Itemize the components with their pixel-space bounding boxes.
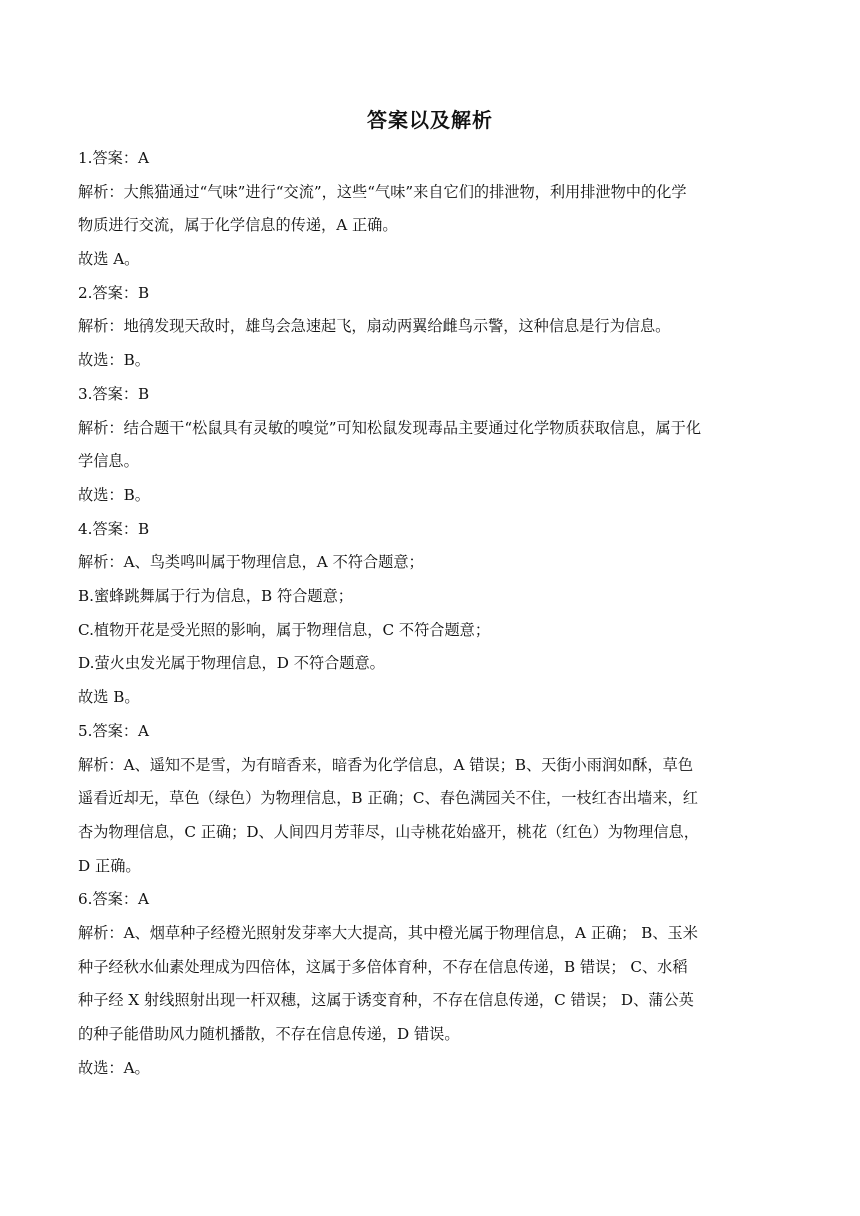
answer-4-analysis-line-3: C.植物开花是受光照的影响，属于物理信息，C 不符合题意；: [78, 621, 491, 639]
answer-6-analysis-line-4: 的种子能借助风力随机播散，不存在信息传递，D 错误。: [78, 1025, 460, 1043]
answer-5-analysis-line-1: 解析：A、遥知不是雪，为有暗香来，暗香为化学信息，A 错误；B、天街小雨润如酥，草色: [78, 756, 694, 774]
answer-3-analysis-line-1: 解析：结合题干“松鼠具有灵敏的嗅觉”可知松鼠发现毒品主要通过化学物质获取信息，属于化: [78, 419, 702, 437]
answer-5-analysis-line-2: 遥看近却无，草色（绿色）为物理信息，B 正确；C、春色满园关不住，一枝红杏出墙来，红: [78, 789, 698, 807]
answer-6-analysis-line-2: 种子经秋水仙素处理成为四倍体，这属于多倍体育种，不存在信息传递，B 错误； C、水稻: [78, 958, 688, 976]
answer-4-analysis-line-4: D.萤火虫发光属于物理信息，D 不符合题意。: [78, 654, 385, 672]
answer-1-conclusion: 故选 A。: [78, 250, 140, 268]
answer-6-analysis-line-1: 解析：A、烟草种子经橙光照射发芽率大大提高，其中橙光属于物理信息，A 正确； B、玉米: [78, 924, 698, 942]
answer-4-analysis-line-1: 解析：A、鸟类鸣叫属于物理信息，A 不符合题意；: [78, 553, 424, 571]
document-title: 答案以及解析: [367, 108, 493, 132]
answer-2-conclusion: 故选：B。: [78, 351, 150, 369]
answer-6-conclusion: 故选：A。: [78, 1059, 150, 1077]
answer-3-analysis-line-2: 学信息。: [78, 452, 139, 470]
answer-1-analysis-line-1: 解析：大熊猫通过“气味”进行“交流”，这些“气味”来自它们的排泄物，利用排泄物中的化学: [78, 183, 687, 201]
answer-5-analysis-line-3: 杏为物理信息，C 正确；D、人间四月芳菲尽，山寺桃花始盛开，桃花（红色）为物理信息，: [78, 823, 699, 841]
answer-4-heading: 4.答案：B: [78, 520, 150, 538]
answer-4-analysis-line-2: B.蜜蜂跳舞属于行为信息，B 符合题意；: [78, 587, 353, 605]
answer-1-analysis-line-2: 物质进行交流，属于化学信息的传递，A 正确。: [78, 216, 398, 234]
answer-5-analysis-line-4: D 正确。: [78, 857, 141, 875]
answer-5-heading: 5.答案：A: [78, 722, 150, 740]
answer-3-conclusion: 故选：B。: [78, 486, 150, 504]
answer-6-analysis-line-3: 种子经 X 射线照射出现一杆双穗，这属于诱变育种，不存在信息传递，C 错误； D、蒲公英: [78, 991, 694, 1009]
answer-1-heading: 1.答案：A: [78, 149, 150, 167]
answer-4-conclusion: 故选 B。: [78, 688, 140, 706]
answer-2-heading: 2.答案：B: [78, 284, 150, 302]
answer-6-heading: 6.答案：A: [78, 890, 150, 908]
answer-3-heading: 3.答案：B: [78, 385, 150, 403]
answer-2-analysis-line-1: 解析：地鸻发现天敌时，雄鸟会急速起飞，扇动两翼给雌鸟示警，这种信息是行为信息。: [78, 317, 671, 335]
